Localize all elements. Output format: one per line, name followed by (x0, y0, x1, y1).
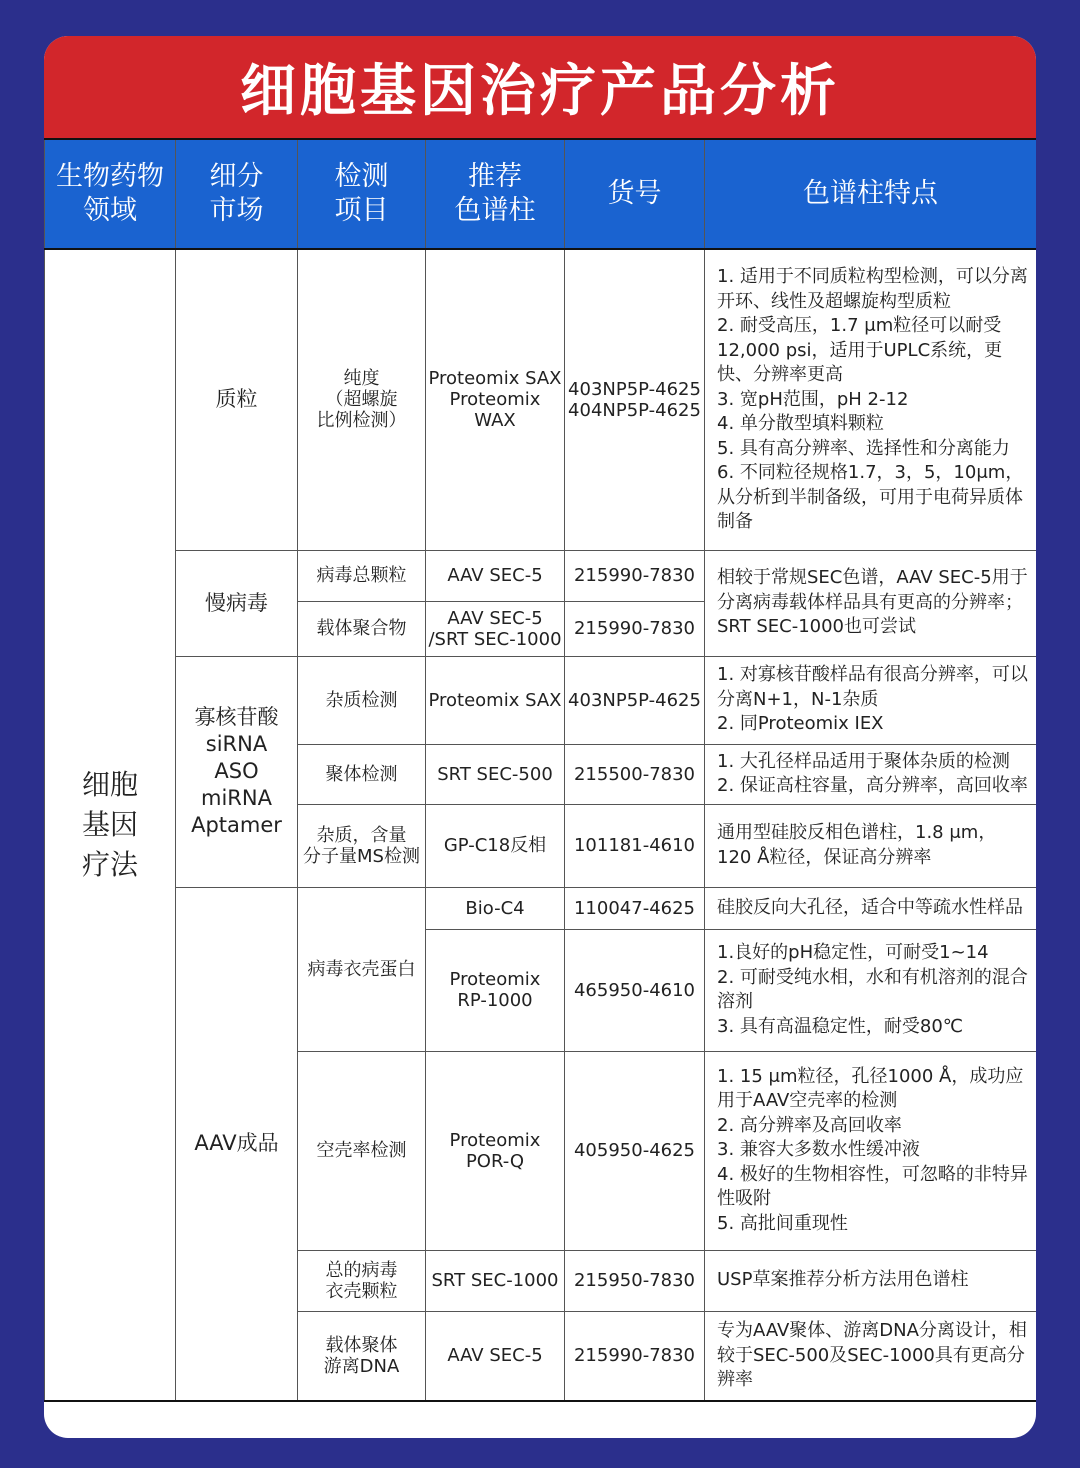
part-number-cell: 215990-7830 (565, 550, 705, 601)
table-row (45, 249, 1037, 550)
header-features: 色谱柱特点 (705, 139, 1037, 249)
column-cell: Proteomix SAX Proteomix WAX (426, 249, 565, 550)
table-header-row (45, 139, 1037, 249)
features-cell: 通用型硅胶反相色谱柱，1.8 μm，120 Å粒径，保证高分辨率 (705, 804, 1037, 887)
column-cell: Bio-C4 (426, 887, 565, 929)
test-item-cell: 总的病毒 衣壳颗粒 (298, 1250, 426, 1311)
test-item-cell: 空壳率检测 (298, 1051, 426, 1250)
test-item-cell: 纯度 （超螺旋 比例检测） (298, 249, 426, 550)
part-number-cell: 101181-4610 (565, 804, 705, 887)
column-cell: SRT SEC-500 (426, 744, 565, 804)
test-item-cell: 病毒衣壳蛋白 (298, 887, 426, 1051)
column-cell: AAV SEC-5 /SRT SEC-1000 (426, 601, 565, 656)
column-cell: AAV SEC-5 (426, 1311, 565, 1401)
product-table (44, 138, 1036, 1402)
part-number-cell: 215990-7830 (565, 1311, 705, 1401)
part-number-cell: 215990-7830 (565, 601, 705, 656)
segment-oligonucleotide: 寡核苷酸 siRNA ASO miRNA Aptamer (176, 656, 298, 887)
header-column: 推荐 色谱柱 (426, 139, 565, 249)
product-analysis-card (44, 36, 1036, 1438)
test-item-cell: 载体聚合物 (298, 601, 426, 656)
column-cell: Proteomix RP-1000 (426, 929, 565, 1051)
features-cell: 硅胶反向大孔径，适合中等疏水性样品 (705, 887, 1037, 929)
segment-lentivirus: 慢病毒 (176, 550, 298, 656)
header-part-number: 货号 (565, 139, 705, 249)
features-cell: 专为AAV聚体、游离DNA分离设计，相较于SEC-500及SEC-1000具有更高分辨率 (705, 1311, 1037, 1401)
features-cell: 1. 适用于不同质粒构型检测，可以分离开环、线性及超螺旋构型质粒 2. 耐受高压，1.7 μm粒径可以耐受12,000 psi，适用于UPLC系统，更快、分辨率更高 3. 宽pH范围，pH 2-12 4. 单分散型填料颗粒 5. 具有高分辨率、选择性和分离能力 6. 不同粒径规格1.7，3，5，10μm，从分析到半制备级，可用于电荷异质体制备 (705, 249, 1037, 550)
features-cell: 1. 对寡核苷酸样品有很高分辨率，可以分离N+1，N-1杂质 2. 同Proteomix IEX (705, 656, 1037, 744)
part-number-cell: 403NP5P-4625 404NP5P-4625 (565, 249, 705, 550)
table-row (45, 887, 1037, 929)
part-number-cell: 465950-4610 (565, 929, 705, 1051)
features-cell: 相较于常规SEC色谱，AAV SEC-5用于分离病毒载体样品具有更高的分辨率；SRT SEC-1000也可尝试 (705, 550, 1037, 656)
column-cell: SRT SEC-1000 (426, 1250, 565, 1311)
test-item-cell: 载体聚体 游离DNA (298, 1311, 426, 1401)
part-number-cell: 405950-4625 (565, 1051, 705, 1250)
column-cell: GP-C18反相 (426, 804, 565, 887)
column-cell: Proteomix POR-Q (426, 1051, 565, 1250)
features-cell: 1. 大孔径样品适用于聚体杂质的检测 2. 保证高柱容量，高分辨率，高回收率 (705, 744, 1037, 804)
features-cell: USP草案推荐分析方法用色谱柱 (705, 1250, 1037, 1311)
column-cell: AAV SEC-5 (426, 550, 565, 601)
features-cell: 1. 15 μm粒径，孔径1000 Å，成功应用于AAV空壳率的检测 2. 高分辨率及高回收率 3. 兼容大多数水性缓冲液 4. 极好的生物相容性，可忽略的非特异性吸附 5. 高批间重现性 (705, 1051, 1037, 1250)
header-domain: 生物药物 领域 (45, 139, 176, 249)
table-row (45, 550, 1037, 601)
test-item-cell: 杂质检测 (298, 656, 426, 744)
part-number-cell: 215500-7830 (565, 744, 705, 804)
test-item-cell: 聚体检测 (298, 744, 426, 804)
part-number-cell: 403NP5P-4625 (565, 656, 705, 744)
test-item-cell: 病毒总颗粒 (298, 550, 426, 601)
segment-plasmid: 质粒 (176, 249, 298, 550)
part-number-cell: 215950-7830 (565, 1250, 705, 1311)
table-row (45, 656, 1037, 744)
column-cell: Proteomix SAX (426, 656, 565, 744)
header-segment: 细分 市场 (176, 139, 298, 249)
segment-aav: AAV成品 (176, 887, 298, 1401)
domain-cell: 细胞 基因 疗法 (45, 249, 176, 1401)
features-cell: 1.良好的pH稳定性，可耐受1~14 2. 可耐受纯水相，水和有机溶剂的混合溶剂 3. 具有高温稳定性，耐受80℃ (705, 929, 1037, 1051)
header-test-item: 检测 项目 (298, 139, 426, 249)
part-number-cell: 110047-4625 (565, 887, 705, 929)
test-item-cell: 杂质，含量 分子量MS检测 (298, 804, 426, 887)
page-title: 细胞基因治疗产品分析 (44, 36, 1036, 138)
